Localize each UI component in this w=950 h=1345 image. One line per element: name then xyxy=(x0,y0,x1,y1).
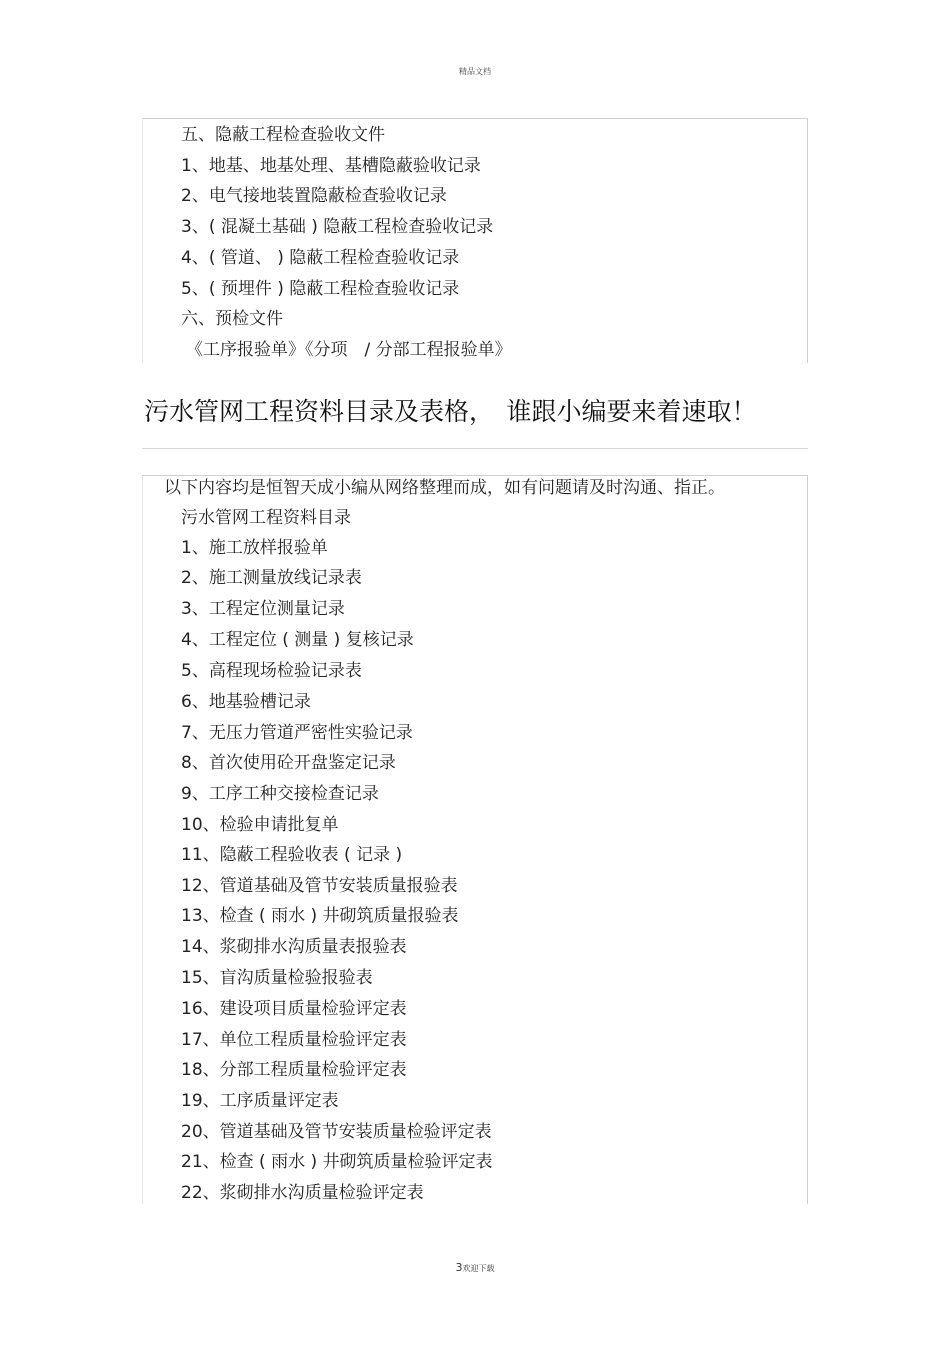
list-item: 15、盲沟质量检验报验表 xyxy=(181,968,373,988)
list-item: 12、管道基础及管节安装质量报验表 xyxy=(181,876,458,896)
list-item: 11、隐蔽工程验收表 ( 记录 ) xyxy=(181,845,403,865)
header-note: 精品文档 xyxy=(459,67,491,76)
intro-text: 以下内容均是恒智天成小编从网络整理而成，如有问题请及时沟通、指正。 xyxy=(164,478,725,498)
list-item: 5、高程现场检验记录表 xyxy=(181,661,362,681)
section-line: 5、( 预埋件 ) 隐蔽工程检查验收记录 xyxy=(181,279,460,299)
list-item: 4、工程定位 ( 测量 ) 复核记录 xyxy=(181,630,414,650)
list-item: 18、分部工程质量检验评定表 xyxy=(181,1060,407,1080)
list-item: 19、工序质量评定表 xyxy=(181,1091,339,1111)
section-line: 2、电气接地装置隐蔽检查验收记录 xyxy=(181,186,447,206)
list-item: 16、建设项目质量检验评定表 xyxy=(181,999,407,1019)
heading-divider xyxy=(142,448,808,449)
list-item: 13、检查 ( 雨水 ) 井砌筑质量报验表 xyxy=(181,906,459,926)
list-item: 10、检验申请批复单 xyxy=(181,815,339,835)
catalog-title: 污水管网工程资料目录 xyxy=(181,508,351,528)
list-item: 6、地基验槽记录 xyxy=(181,692,311,712)
list-item: 2、施工测量放线记录表 xyxy=(181,568,362,588)
list-item: 8、首次使用砼开盘鉴定记录 xyxy=(181,753,396,773)
page-number: 3 xyxy=(455,1261,463,1274)
section-line: 五、隐蔽工程检查验收文件 xyxy=(181,125,385,145)
list-item: 14、浆砌排水沟质量表报验表 xyxy=(181,937,407,957)
footer-text: 欢迎下载 xyxy=(462,1264,495,1273)
list-item: 21、检查 ( 雨水 ) 井砌筑质量检验评定表 xyxy=(181,1152,493,1172)
list-item: 17、单位工程质量检验评定表 xyxy=(181,1030,407,1050)
section-line: 3、( 混凝土基础 ) 隐蔽工程检查验收记录 xyxy=(181,217,494,237)
section-line: 4、( 管道、 ) 隐蔽工程检查验收记录 xyxy=(181,248,460,268)
list-item: 3、工程定位测量记录 xyxy=(181,599,345,619)
section-line: 1、地基、地基处理、基槽隐蔽验收记录 xyxy=(181,156,481,176)
list-item: 1、施工放样报验单 xyxy=(181,538,328,558)
page-footer xyxy=(0,1261,950,1274)
list-item: 7、无压力管道严密性实验记录 xyxy=(181,723,413,743)
list-item: 9、工序工种交接检查记录 xyxy=(181,784,379,804)
section-line: 六、预检文件 xyxy=(181,309,283,329)
list-item: 20、管道基础及管节安装质量检验评定表 xyxy=(181,1122,492,1142)
section-line: 《工序报验单》《分项 / 分部工程报验单》 xyxy=(186,340,512,360)
article-heading: 污水管网工程资料目录及表格， 谁跟小编要来着速取！ xyxy=(144,397,757,426)
list-item: 22、浆砌排水沟质量检验评定表 xyxy=(181,1183,424,1203)
